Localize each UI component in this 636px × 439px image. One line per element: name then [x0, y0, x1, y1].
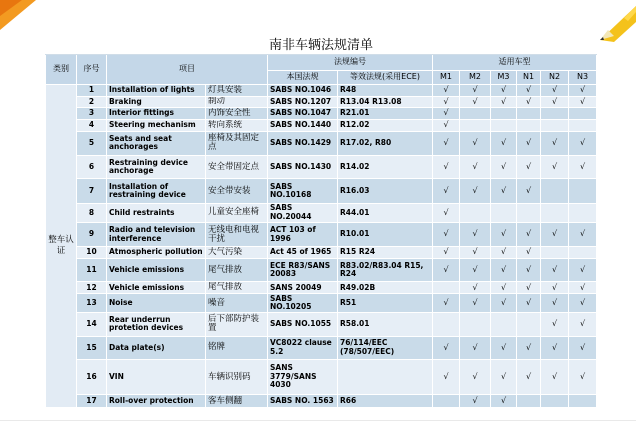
item-english: Noise	[107, 294, 206, 313]
applicability-n2: √	[541, 294, 569, 313]
header-m2: M2	[460, 71, 491, 85]
equivalent-regulation: R58.01	[338, 313, 433, 336]
national-regulation: SANS 20049	[268, 282, 338, 294]
category-cell: 整车认证	[46, 84, 77, 407]
applicability-m2	[460, 313, 491, 336]
applicability-n2: √	[541, 96, 569, 108]
item-chinese: 儿童安全座椅	[206, 203, 268, 222]
applicability-m2: √	[460, 131, 491, 155]
item-chinese: 座椅及其固定点	[206, 131, 268, 155]
applicability-n3	[569, 395, 597, 408]
applicability-n3: √	[569, 131, 597, 155]
applicability-n3	[569, 203, 597, 222]
applicability-m1: √	[433, 360, 460, 395]
applicability-m2	[460, 108, 491, 120]
applicability-m3	[491, 119, 517, 131]
header-national: 本国法规	[268, 71, 338, 85]
applicability-m1	[433, 282, 460, 294]
applicability-n1: √	[517, 96, 541, 108]
applicability-n1	[517, 203, 541, 222]
equivalent-regulation: R16.03	[338, 179, 433, 203]
applicability-m3: √	[491, 282, 517, 294]
applicability-n3: √	[569, 313, 597, 336]
header-m3: M3	[491, 71, 517, 85]
item-english: Radio and television interference	[107, 222, 206, 246]
applicability-n2	[541, 247, 569, 259]
applicability-m3: √	[491, 336, 517, 359]
applicability-n2: √	[541, 360, 569, 395]
applicability-n3: √	[569, 84, 597, 96]
table-row	[46, 119, 597, 131]
row-number: 16	[77, 360, 107, 395]
regulation-table-sheet	[45, 36, 596, 408]
applicability-m1: √	[433, 84, 460, 96]
national-regulation: SABS NO.1440	[268, 119, 338, 131]
table-row	[46, 84, 597, 96]
row-number: 13	[77, 294, 107, 313]
applicability-m2: √	[460, 179, 491, 203]
applicability-n1	[517, 313, 541, 336]
equivalent-regulation: R14.02	[338, 156, 433, 179]
applicability-n3	[569, 119, 597, 131]
applicability-n1: √	[517, 259, 541, 282]
item-chinese: 转向系统	[206, 119, 268, 131]
applicability-m2: √	[460, 96, 491, 108]
item-chinese: 铭牌	[206, 336, 268, 359]
applicability-m2: √	[460, 259, 491, 282]
equivalent-regulation	[338, 360, 433, 395]
applicability-n3: √	[569, 360, 597, 395]
table-row	[46, 179, 597, 203]
applicability-n3	[569, 247, 597, 259]
applicability-m1: √	[433, 119, 460, 131]
header-n3: N3	[569, 71, 597, 85]
equivalent-regulation: R12.02	[338, 119, 433, 131]
applicability-n3: √	[569, 156, 597, 179]
applicability-m1: √	[433, 179, 460, 203]
item-chinese: 无线电和电视干扰	[206, 222, 268, 246]
applicability-n2: √	[541, 259, 569, 282]
row-number: 7	[77, 179, 107, 203]
applicability-m3: √	[491, 179, 517, 203]
applicability-n2	[541, 108, 569, 120]
equivalent-regulation: R15 R24	[338, 247, 433, 259]
applicability-m3: √	[491, 131, 517, 155]
row-number: 17	[77, 395, 107, 408]
item-chinese: 安全带安装	[206, 179, 268, 203]
header-regulation: 法规编号	[268, 55, 433, 71]
applicability-n2	[541, 119, 569, 131]
national-regulation: SABS NO.1429	[268, 131, 338, 155]
item-chinese: 安全带固定点	[206, 156, 268, 179]
applicability-n3: √	[569, 96, 597, 108]
applicability-n2	[541, 203, 569, 222]
national-regulation: ECE R83/SANS 20083	[268, 259, 338, 282]
applicability-n3: √	[569, 259, 597, 282]
applicability-m2: √	[460, 282, 491, 294]
row-number: 12	[77, 282, 107, 294]
national-regulation: ACT 103 of 1996	[268, 222, 338, 246]
item-english: Steering mechanism	[107, 119, 206, 131]
applicability-n3: √	[569, 282, 597, 294]
equivalent-regulation: R13.04 R13.08	[338, 96, 433, 108]
applicability-n2: √	[541, 313, 569, 336]
applicability-n1: √	[517, 179, 541, 203]
applicability-n2: √	[541, 336, 569, 359]
applicability-n1: √	[517, 282, 541, 294]
applicability-m3: √	[491, 222, 517, 246]
national-regulation: SANS 3779/SANS 4030	[268, 360, 338, 395]
applicability-m2	[460, 119, 491, 131]
national-regulation: VC8022 clause 5.2	[268, 336, 338, 359]
applicability-m1: √	[433, 247, 460, 259]
applicability-n3: √	[569, 294, 597, 313]
item-chinese: 制动	[206, 96, 268, 108]
row-number: 5	[77, 131, 107, 155]
applicability-m3: √	[491, 395, 517, 408]
item-english: Child restraints	[107, 203, 206, 222]
item-chinese: 内饰安全性	[206, 108, 268, 120]
item-english: Restraining device anchorage	[107, 156, 206, 179]
applicability-n1	[517, 395, 541, 408]
item-chinese: 后下部防护装置	[206, 313, 268, 336]
row-number: 14	[77, 313, 107, 336]
applicability-m1: √	[433, 156, 460, 179]
applicability-m1: √	[433, 108, 460, 120]
applicability-m3: √	[491, 247, 517, 259]
applicability-m3: √	[491, 156, 517, 179]
applicability-n1	[517, 119, 541, 131]
applicability-m1: √	[433, 203, 460, 222]
table-row	[46, 336, 597, 359]
applicability-m1: √	[433, 222, 460, 246]
national-regulation: Act 45 of 1965	[268, 247, 338, 259]
national-regulation: SABS NO.1055	[268, 313, 338, 336]
applicability-n1: √	[517, 360, 541, 395]
applicability-m1: √	[433, 336, 460, 359]
applicability-n3	[569, 179, 597, 203]
item-chinese: 客车侧翻	[206, 395, 268, 408]
applicability-m2: √	[460, 294, 491, 313]
applicability-n2	[541, 395, 569, 408]
table-row	[46, 294, 597, 313]
item-english: Vehicle emissions	[107, 259, 206, 282]
applicability-m2: √	[460, 336, 491, 359]
equivalent-regulation: R48	[338, 84, 433, 96]
equivalent-regulation: R10.01	[338, 222, 433, 246]
item-english: Data plate(s)	[107, 336, 206, 359]
header-n1: N1	[517, 71, 541, 85]
applicability-n3: √	[569, 336, 597, 359]
applicability-m2: √	[460, 247, 491, 259]
applicability-n2: √	[541, 222, 569, 246]
item-english: Installation of restraining device	[107, 179, 206, 203]
applicability-n1: √	[517, 336, 541, 359]
item-english: Rear underrun protetion devices	[107, 313, 206, 336]
applicability-m3: √	[491, 259, 517, 282]
applicability-m1	[433, 313, 460, 336]
table-row	[46, 131, 597, 155]
applicability-n1: √	[517, 156, 541, 179]
applicability-n2	[541, 179, 569, 203]
item-english: Interior fittings	[107, 108, 206, 120]
bottom-divider	[0, 420, 636, 421]
applicability-m2: √	[460, 84, 491, 96]
equivalent-regulation: R49.02B	[338, 282, 433, 294]
applicability-m2: √	[460, 360, 491, 395]
row-number: 4	[77, 119, 107, 131]
item-english: Vehicle emissions	[107, 282, 206, 294]
national-regulation: SABS NO.10168	[268, 179, 338, 203]
row-number: 8	[77, 203, 107, 222]
table-row	[46, 108, 597, 120]
national-regulation: SABS NO.20044	[268, 203, 338, 222]
equivalent-regulation: R51	[338, 294, 433, 313]
applicability-m3	[491, 313, 517, 336]
equivalent-regulation: R83.02/R83.04 R15, R24	[338, 259, 433, 282]
equivalent-regulation: R17.02, R80	[338, 131, 433, 155]
page-title: 南非车辆法规清单	[46, 37, 597, 55]
national-regulation: SABS NO.1046	[268, 84, 338, 96]
table-row	[46, 313, 597, 336]
pencil-icon	[596, 0, 636, 42]
table-row	[46, 96, 597, 108]
applicability-n3: √	[569, 222, 597, 246]
item-chinese: 大气污染	[206, 247, 268, 259]
header-m1: M1	[433, 71, 460, 85]
applicability-m2	[460, 203, 491, 222]
item-chinese: 灯具安装	[206, 84, 268, 96]
applicability-n2: √	[541, 131, 569, 155]
equivalent-regulation: R44.01	[338, 203, 433, 222]
national-regulation: SABS NO. 1563	[268, 395, 338, 408]
header-n2: N2	[541, 71, 569, 85]
applicability-m3: √	[491, 84, 517, 96]
item-chinese: 车辆识别码	[206, 360, 268, 395]
national-regulation: SABS NO.1430	[268, 156, 338, 179]
applicability-m3: √	[491, 360, 517, 395]
row-number: 11	[77, 259, 107, 282]
row-number: 9	[77, 222, 107, 246]
applicability-n1: √	[517, 294, 541, 313]
row-number: 10	[77, 247, 107, 259]
applicability-n2: √	[541, 84, 569, 96]
item-english: Atmospheric pollution	[107, 247, 206, 259]
regulation-table	[45, 36, 597, 408]
applicability-m2: √	[460, 222, 491, 246]
table-row	[46, 156, 597, 179]
header-item: 项目	[107, 55, 268, 85]
applicability-n3	[569, 108, 597, 120]
applicability-m3: √	[491, 294, 517, 313]
applicability-n1: √	[517, 131, 541, 155]
table-row	[46, 282, 597, 294]
table-row	[46, 360, 597, 395]
applicability-n1: √	[517, 222, 541, 246]
applicability-m1: √	[433, 96, 460, 108]
item-english: VIN	[107, 360, 206, 395]
applicability-m1	[433, 395, 460, 408]
table-row	[46, 395, 597, 408]
header-equivalent: 等效法规(采用ECE)	[338, 71, 433, 85]
item-english: Roll-over protection	[107, 395, 206, 408]
applicability-m2: √	[460, 395, 491, 408]
equivalent-regulation: 76/114/EEC (78/507/EEC)	[338, 336, 433, 359]
row-number: 3	[77, 108, 107, 120]
row-number: 15	[77, 336, 107, 359]
applicability-m3	[491, 108, 517, 120]
item-chinese: 尾气排放	[206, 259, 268, 282]
applicability-n2: √	[541, 156, 569, 179]
header-models: 适用车型	[433, 55, 597, 71]
header-number: 序号	[77, 55, 107, 85]
table-row	[46, 203, 597, 222]
table-row	[46, 222, 597, 246]
applicability-m3	[491, 203, 517, 222]
equivalent-regulation: R66	[338, 395, 433, 408]
corner-decoration-icon	[0, 0, 36, 36]
applicability-m3: √	[491, 96, 517, 108]
row-number: 6	[77, 156, 107, 179]
applicability-m1: √	[433, 294, 460, 313]
equivalent-regulation: R21.01	[338, 108, 433, 120]
item-chinese: 噪音	[206, 294, 268, 313]
applicability-n2: √	[541, 282, 569, 294]
table-row	[46, 259, 597, 282]
applicability-m1: √	[433, 131, 460, 155]
applicability-m1: √	[433, 259, 460, 282]
item-english: Seats and seat anchorages	[107, 131, 206, 155]
table-row	[46, 247, 597, 259]
applicability-n1	[517, 108, 541, 120]
item-english: Installation of lights	[107, 84, 206, 96]
row-number: 2	[77, 96, 107, 108]
national-regulation: SABS NO.10205	[268, 294, 338, 313]
national-regulation: SABS NO.1207	[268, 96, 338, 108]
applicability-n1: √	[517, 247, 541, 259]
item-english: Braking	[107, 96, 206, 108]
applicability-m2: √	[460, 156, 491, 179]
header-category: 类别	[46, 55, 77, 85]
national-regulation: SABS NO.1047	[268, 108, 338, 120]
applicability-n1: √	[517, 84, 541, 96]
item-chinese: 尾气排放	[206, 282, 268, 294]
row-number: 1	[77, 84, 107, 96]
